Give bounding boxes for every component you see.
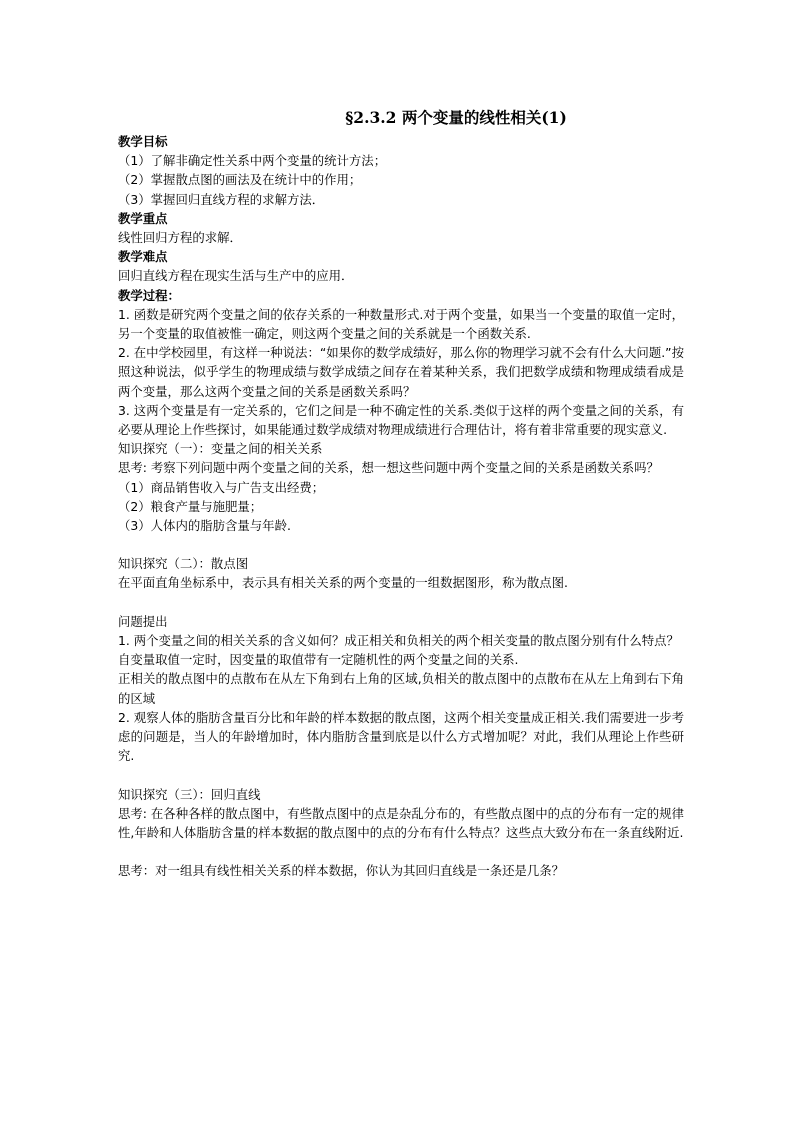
- process-paragraph-3: 3. 这两个变量是有一定关系的，它们之间是一种不确定性的关系.类似于这样的两个变量之间的关系，有必要从理论上作些探讨，如果能通过数学成绩对物理成绩进行合理估计，将有着非常重要的现实意义.: [118, 402, 684, 437]
- difficulties-heading: 教学难点: [118, 249, 168, 265]
- question-2: 2. 观察人体的脂肪含量百分比和年龄的样本数据的散点图，这两个相关变量成正相关.我们需要进一步考虑的问题是，当人的年龄增加时，体内脂肪含量到底是以什么方式增加呢？对此，我们从理论上作些研究.: [118, 709, 684, 764]
- goal-item: （2）掌握散点图的画法及在统计中的作用；: [118, 172, 362, 188]
- goal-item: （1）了解非确定性关系中两个变量的统计方法；: [118, 153, 387, 169]
- explore1-item: （3）人体内的脂肪含量与年龄.: [118, 517, 291, 533]
- spacer: [118, 842, 684, 861]
- process-paragraph-2: 2. 在中学校园里，有这样一种说法：“如果你的数学成绩好，那么你的物理学习就不会有什么大问题.”按照这种说法，似乎学生的物理成绩与数学成绩之间存在着某种关系，我们把数学成绩和物理成绩看成是两个变量，那么这两个变量之间的关系是函数关系吗？: [118, 345, 684, 399]
- explore3-think: 思考: 在各种各样的散点图中，有些散点图中的点是杂乱分布的，有些散点图中的点的分布有一定的规律性,年龄和人体脂肪含量的样本数据的散点图中的点的分布有什么特点？这些点大致分布在一条直线附近.: [118, 805, 684, 841]
- key-points-heading: 教学重点: [118, 210, 168, 226]
- explore2-text: 在平面直角坐标系中，表示具有相关关系的两个变量的一组数据图形，称为散点图.: [118, 575, 569, 591]
- explore1-think: 思考: 考察下列问题中两个变量之间的关系，想一想这些问题中两个变量之间的关系是函数关系吗？: [118, 460, 659, 476]
- goals-heading: 教学目标: [118, 134, 168, 149]
- process-paragraph-1: 1. 函数是研究两个变量之间的依存关系的一种数量形式.对于两个变量，如果当一个变量的取值一定时，另一个变量的取值被惟一确定，则这两个变量之间的关系就是一个函数关系.: [118, 306, 684, 341]
- explore1-item: （2）粮食产量与施肥量；: [118, 498, 263, 514]
- spacer: [118, 535, 684, 554]
- spacer: [118, 765, 684, 784]
- key-points-text: 线性回归方程的求解．: [118, 229, 242, 245]
- goal-item: （3）掌握回归直线方程的求解方法．: [118, 191, 325, 207]
- explore3-think2: 思考：对一组具有线性相关关系的样本数据，你认为其回归直线是一条还是几条？: [118, 863, 565, 879]
- explore1-item: （1）商品销售收入与广告支出经费；: [118, 479, 325, 495]
- explore2-heading: 知识探究（二）：散点图: [118, 556, 249, 572]
- answer-1: 自变量取值一定时，因变量的取值带有一定随机性的两个变量之间的关系.: [118, 652, 519, 668]
- explore3-heading: 知识探究（三）：回归直线: [118, 786, 261, 802]
- answer-2: 正相关的散点图中的点散布在从左下角到右上角的区域,负相关的散点图中的点散布在从左上角到右下角的区域: [118, 671, 684, 706]
- document-page: [118, 104, 684, 881]
- page-title: §2.3.2 两个变量的线性相关(1): [345, 108, 567, 127]
- question-1: 1. 两个变量之间的相关关系的含义如何？成正相关和负相关的两个相关变量的散点图分别有什么特点？: [118, 633, 679, 649]
- process-heading: 教学过程：: [118, 287, 180, 303]
- spacer: [118, 593, 684, 612]
- questions-heading: 问题提出: [118, 613, 168, 629]
- explore1-heading: 知识探究（一）：变量之间的相关关系: [118, 441, 323, 457]
- difficulties-text: 回归直线方程在现实生活与生产中的应用．: [118, 268, 354, 284]
